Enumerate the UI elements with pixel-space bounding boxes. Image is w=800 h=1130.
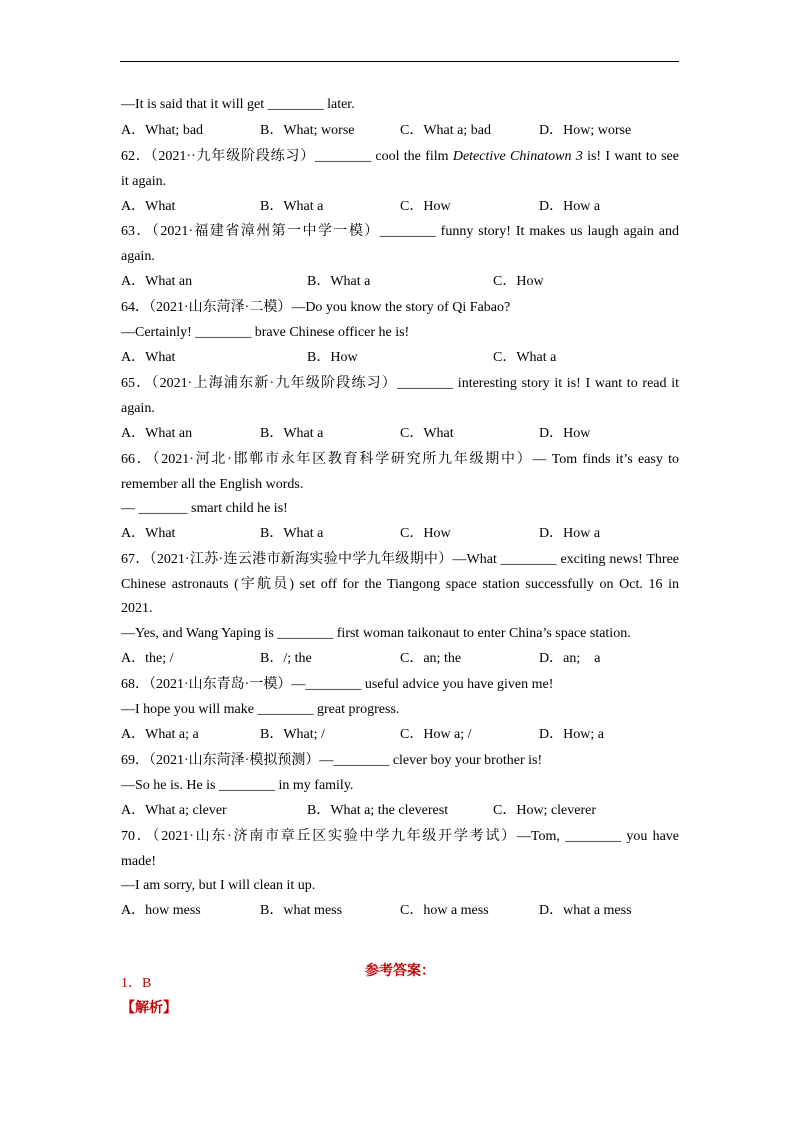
q67-stem-cont: Chinese astronauts (宇航员) set off for the Tiangong space station successfully on Oct. 16 in: [121, 577, 679, 592]
q70-stem-cont: made!: [121, 854, 156, 869]
q66-stem-cont: remember all the English words.: [121, 477, 304, 492]
option-c: C．How: [400, 526, 451, 541]
q69-stem-cont: —So he is. He is ________ in my family.: [121, 778, 354, 793]
option-b: B．What a: [260, 526, 324, 541]
option-c: C．How: [400, 199, 451, 214]
q62-stem: 62．（2021··九年级阶段练习）________ cool the film Detective Chinatown 3 is! I want to see: [121, 149, 679, 164]
option-a: A．What: [121, 526, 176, 541]
option-d: D．How; a: [539, 727, 604, 742]
q64-stem: 64．（2021·山东菏泽·二模）—Do you know the story of Qi Fabao?: [121, 300, 511, 315]
option-b: B．What a: [260, 199, 324, 214]
q65-stem-cont: again.: [121, 401, 155, 416]
option-c: C．What: [400, 426, 454, 441]
analysis-label: 【解析】: [121, 1001, 177, 1016]
q63-stem-cont: again.: [121, 249, 155, 264]
q67-stem: 67．（2021·江苏·连云港市新海实验中学九年级期中）—What ________ exciting news! Three: [121, 552, 679, 567]
q64-stem-cont: —Certainly! ________ brave Chinese officer he is!: [121, 325, 410, 340]
option-b: B．What a: [260, 426, 324, 441]
option-b: B．How: [307, 350, 358, 365]
q68-stem-cont: —I hope you will make ________ great progress.: [121, 702, 400, 717]
q70-stem: 70．（2021·山东·济南市章丘区实验中学九年级开学考试）—Tom, ________ you have: [121, 829, 679, 844]
q67-stem-dialog: —Yes, and Wang Yaping is ________ first woman taikonaut to enter China’s space station.: [121, 626, 631, 641]
option-c: C．How: [493, 274, 544, 289]
q69-stem: 69．（2021·山东菏泽·模拟预测）—________ clever boy your brother is!: [121, 753, 543, 768]
answer-key-title: 参考答案：: [365, 964, 435, 979]
option-d: D．How: [539, 426, 591, 441]
option-c: C．What a: [493, 350, 557, 365]
option-d: D．How a: [539, 199, 601, 214]
option-d: D．How; worse: [539, 123, 632, 138]
option-a: A．What a; a: [121, 727, 199, 742]
q66-stem: 66．（2021·河北·邯郸市永年区教育科学研究所九年级期中）— Tom finds it’s easy to: [121, 452, 679, 467]
option-a: A．What an: [121, 426, 193, 441]
option-c: C．an; the: [400, 651, 462, 666]
option-a: A．What an: [121, 274, 193, 289]
option-d: D．How a: [539, 526, 601, 541]
option-c: C．How a; /: [400, 727, 472, 742]
q70-stem-dialog: —I am sorry, but I will clean it up.: [121, 878, 316, 893]
option-c: C．What a; bad: [400, 123, 491, 138]
option-a: A．What; bad: [121, 123, 204, 138]
option-c: C．How; cleverer: [493, 803, 597, 818]
option-a: A．What a; clever: [121, 803, 227, 818]
answer-1: 1．B: [121, 976, 152, 991]
q63-stem: 63．（2021·福建省漳州第一中学一模）________ funny story! It makes us laugh again and: [121, 224, 679, 239]
option-a: A．What: [121, 350, 176, 365]
q68-stem: 68．（2021·山东青岛·一模）—________ useful advice you have given me!: [121, 677, 554, 692]
option-a: A．What: [121, 199, 176, 214]
q61-line: —It is said that it will get ________ later.: [121, 97, 355, 112]
option-b: B．What a; the cleverest: [307, 803, 449, 818]
q65-stem: 65．（2021·上海浦东新·九年级阶段练习）________ interesting story it is! I want to read it: [121, 376, 679, 391]
option-a: A．the; /: [121, 651, 174, 666]
option-a: A．how mess: [121, 903, 201, 918]
option-b: B．what mess: [260, 903, 343, 918]
q62-stem-cont: it again.: [121, 174, 167, 189]
option-b: B．What; /: [260, 727, 325, 742]
option-b: B．/; the: [260, 651, 312, 666]
option-b: B．What a: [307, 274, 371, 289]
option-d: D．what a mess: [539, 903, 632, 918]
header-rule: [120, 61, 679, 62]
film-title: Detective Chinatown 3: [452, 149, 583, 164]
q66-stem-dialog: — _______ smart child he is!: [121, 501, 288, 516]
option-c: C．how a mess: [400, 903, 489, 918]
q67-stem-year: 2021.: [121, 601, 153, 616]
option-d: D．an; a: [539, 651, 601, 666]
option-b: B．What; worse: [260, 123, 355, 138]
